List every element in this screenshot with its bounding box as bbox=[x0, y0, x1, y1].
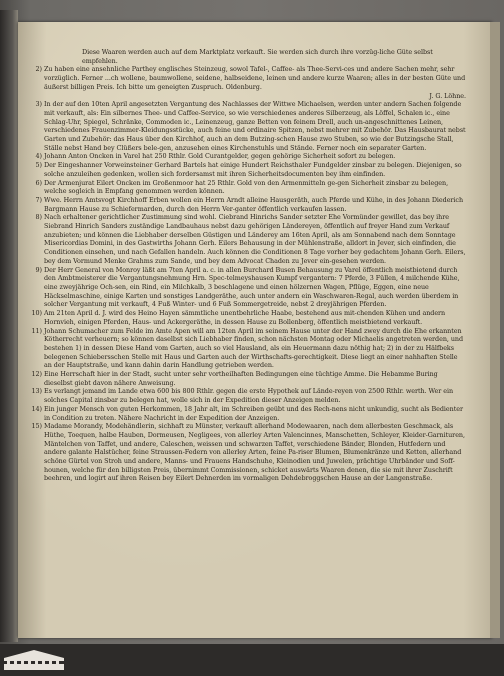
library-logo bbox=[4, 648, 64, 672]
entry-body: Johann Schumacher zum Felde im Amte Apen will am 12ten April im seinem Hause unter der Hand zwey durch die Ehe erkannten Kötherrecht verheuern; so können daselbst sich Liebhaber finden, schon nächsten Montag oder Michaelis angetreten werden, und bestehen 1) in dessen Diese Hand vom Garten, auch so viel Hausland, als ein Heuermann dazu nöthig hat; 2) in der zu Hälfbeks belegenen Schiebersschen Stelle mit Haus und Garten auch der Wirthschafts-gerechtigkeit. Diese liegt an einer nahhaften Stelle an der Hauptstraße, und kann dahin darin Handlung getrieben werden. bbox=[44, 326, 464, 370]
entry-number: 8) bbox=[35, 213, 42, 222]
document-text bbox=[30, 48, 466, 483]
entry-body: Eine Herrschaft hier in der Stadt, sucht unter sehr vortheilhaften Bedingungen eine tüchtige Amme. Die Hebamme Buring dieselbst giebt davon nähere Anweisung. bbox=[44, 370, 438, 387]
footer-bar bbox=[0, 644, 504, 676]
entry-body: Wwe. Herrn Amtsvogt Kirchhoff Erben wollen ein Herrn Arndt alleine Hausgeräth, auch Pferde und Kühe, in des Johann Diederich Bargmann Hause zu Schiefermarden, durch den Herrn Ver-ganter öffentlich verkaufen lassen. bbox=[44, 195, 464, 213]
entry-12 bbox=[30, 370, 466, 387]
entry-number: 6) bbox=[35, 178, 42, 187]
entry-number: 2) bbox=[35, 65, 42, 74]
entry-11 bbox=[30, 327, 466, 371]
entry-4 bbox=[30, 152, 466, 161]
entry-14 bbox=[30, 405, 466, 422]
entry-body: Ein junger Mensch von guten Herkommen, 18 Jahr alt, im Schreiben geübt und des Rech-nens nicht unkundig, sucht als Bedienter in Condition zu treten. Nähere Nachricht in der Expedition der Anzeigen. bbox=[44, 404, 463, 422]
entry-9 bbox=[30, 266, 466, 310]
entry-body: Der Herr General von Monroy läßt am 7ten April a. c. in allen Burchard Busen Behausung zu Varel öffentlich meistbietend durch den Ambtmeisterer die Vergantungsnehmung Hrn. Spec-telmeyshausen Kumpf vergantern: 7 Pferde, 3 Füllen, 4 milchende Kühe, eine zweyjährige Och-sen, ein Rind, ein Milchkalb, 3 beschlagene und einen hölzernen Wagen, Pflüge, Eggen, eine neue Häckselmaschine, einige Karten und sonstiges Landgeräthe, auch unter andern ein Waschwaren-Regal, auch werden überdem in solcher Vergantung mit verkauft, 4 Fuß Winter- und 6 Fuß Sommergetreide, nebst 2 dreyjährigen Pferden. bbox=[44, 265, 460, 309]
entry-body: Es verlangt jemand im Lande etwa 600 bis 800 Rthlr. gegen die erste Hypothek auf Lände-reyen von 2500 Rthlr. werth. Wer ein solches Capital zinsbar zu belegen hat, wolle sich in der Expedition dieser Anzeigen melden. bbox=[44, 387, 454, 405]
entry-7 bbox=[30, 196, 466, 213]
entry-6 bbox=[30, 179, 466, 196]
entry-number: 15) bbox=[31, 422, 42, 431]
entry-body: Johann Anton Oncken in Varel hat 250 Rthlr. Gold Curantgelder, gegen gehörige Sicherheit sofort zu belegen. bbox=[44, 152, 396, 161]
entry-body: Madame Morandy, Modehändlerin, sichhaft zu Münster, verkauft allerhand Modewaaren, nach dem allerbesten Geschmack, als Hüthe, Toequen, halbe Hauben, Dormeusen, Negligees, von allerley Arten Valencinnes, Manschetten, Schleyer, Kleider-Garnituren, Mäntelchen von Taffet, und andere, Caleschen, weissen und schwarzen Taffet, verschiedene Bänder, Blonden, Hutfedern und andere galante Halstücher, feine Straussen-Federn von allerley Arten, feine Pa-riser Blumen, Blumenkränze und Ketten, allerhand schöne Gürtel von Stroh und andere, Manns- und Frauens Handschuhe, Kleinodien und Juwelen, prächtige Uhrbänder und Soff-hounen, welche für den billigsten Preis, übernimmt Commissionen, schicket auswärts Waaren denen, die sie mit ihrer Zuschrift beehren, und logirt auf ihren Reisen bey Eilert Dehnerden im vormaligen Dehdebroggschen Hause an der Langenstraße. bbox=[44, 422, 465, 483]
entry-10 bbox=[30, 309, 466, 326]
entry-number: 9) bbox=[35, 265, 42, 274]
entry-2 bbox=[30, 65, 466, 100]
entry-number: 5) bbox=[35, 161, 42, 170]
page-edges bbox=[490, 22, 500, 638]
entry-13 bbox=[30, 387, 466, 404]
entry-number: 11) bbox=[31, 326, 42, 335]
entries-list bbox=[30, 65, 466, 483]
entry-number: 7) bbox=[35, 195, 42, 204]
entry-body: In der auf den 10ten April angesetzten Vergantung des Nachlasses der Wittwe Michaelsen, werden unter andern Sachen folgende mit verkauft, als: Ein silbernes Thee- und Caffee-Service, so wie verschiedenes anderes Silberzeug, als Löffel, Schalen ic., eine Schlag-Uhr, Spiegel, Schränke, Commoden ic., Leinenzeug, ganze Betten von feinem Drell, auch un-angeschnittenes Leinen, verschiedenes Frauenzimmer-Kleidungsstücke, auch feine und ordinaire Spitzen, nebst mehrer mit Zubehör. Das Hausbaurat nebst Garten und Zubehör: das Haus über den Kirchhof, auch an dem Butzing-schen Hause zwo Stuben, so wie der Butzingsche Stall, Ställe nebst Hand bey Clüßers bele-gen, anzusehen eines Kirchenstuhls und Stände. Ferner noch ein separater Garten. bbox=[44, 100, 466, 152]
entry-number: 14) bbox=[31, 404, 42, 413]
entry-body: Der Armenjurat Eilert Oncken im Großenmoor hat 25 Rthlr. Gold von den Armenmitteln ge-gen Sicherheit zinsbar zu belegen, welche sogleich in Empfang genommen werden können. bbox=[44, 178, 449, 196]
entry-5 bbox=[30, 161, 466, 178]
entry-number: 10) bbox=[31, 309, 42, 318]
intro-paragraph: Diese Waaren werden auch auf dem Marktplatz verkauft. Sie werden sich durch ihre vorzüg-liche Güte selbst empfehlen. bbox=[82, 48, 433, 65]
entry-body: Zu haben eine ansehnliche Parthey englisches Steinzeug, sowol Tafel-, Caffee- als Thee-Servi-ces und andere Sachen mehr, sehr vorzüglich. Ferner ...ch wollene, baumwollene, seidene, halbseidene, leinen und andere kurze Waaren; alles in der besten Güte und äußerst billigen Preis. Ich bitte um geneigten Zuspruch. Oldenburg. bbox=[44, 65, 466, 91]
entry-number: 3) bbox=[35, 100, 42, 109]
entry-signature: J. G. Löhne. bbox=[429, 91, 466, 100]
entry-body: Nach erhaltener gerichtlicher Zustimmung sind wohl. Ciebrand Hinrichs Sander setzter Ehe Vormünder gewillet, das bey ihre Siebrand Hinrich Sanders zuständige Landbauhaus nebst dazu gehörigen Ländereyen, öffentlich auf freyer Hand zum Verkauf anzubieten; und können die Liebhaber derselben Güstigen und Länderey am 16ten April, als am Sonnabend nach dem Sonntage Misericordias Domini, in des Gastwirths Johann Gerh. Eilers Behausung in der Mühlenstraße, alldort in Jever, sich einfinden, die Conditionen einsehen, und nach Gefallen handeln. Auch können die Conditionen 8 Tage vorher bey gedachtem Johann Gerh. Eilers, bey dem Vormund Menke Grahms zum Sande, und bey dem Advocat Chaden zu Jever ein-gesehen werden. bbox=[44, 213, 466, 265]
entry-15 bbox=[30, 422, 466, 483]
entry-number: 13) bbox=[31, 387, 42, 396]
entry-3 bbox=[30, 100, 466, 152]
entry-body: Der Eingeshanner Vorweinsteiner Gerhard Bartels hat einige Hundert Reichsthaler Fundgelder zinsbar zu belegen. Diejenigen, so solche anzuleihen gedenken, wollen sich fordersamst mit ihren Sicherheitsdocumenten bey ihm einfinden. bbox=[44, 161, 462, 178]
entry-number: 12) bbox=[31, 370, 42, 379]
entry-number: 4) bbox=[35, 152, 42, 161]
book-spine-shadow bbox=[0, 10, 18, 642]
entry-8 bbox=[30, 213, 466, 265]
entry-body: Am 21ten April d. J. wird des Heino Hayen sämmtliche unentbehrliche Haabe, bestehend aus mit-chenden Kühen und andern Hornvieh, einigen Pferden, Haus- und Ackergeräthe, in dessen Hause zu Bollenberg, öffentlich meistbietend verkauft. bbox=[44, 309, 446, 326]
